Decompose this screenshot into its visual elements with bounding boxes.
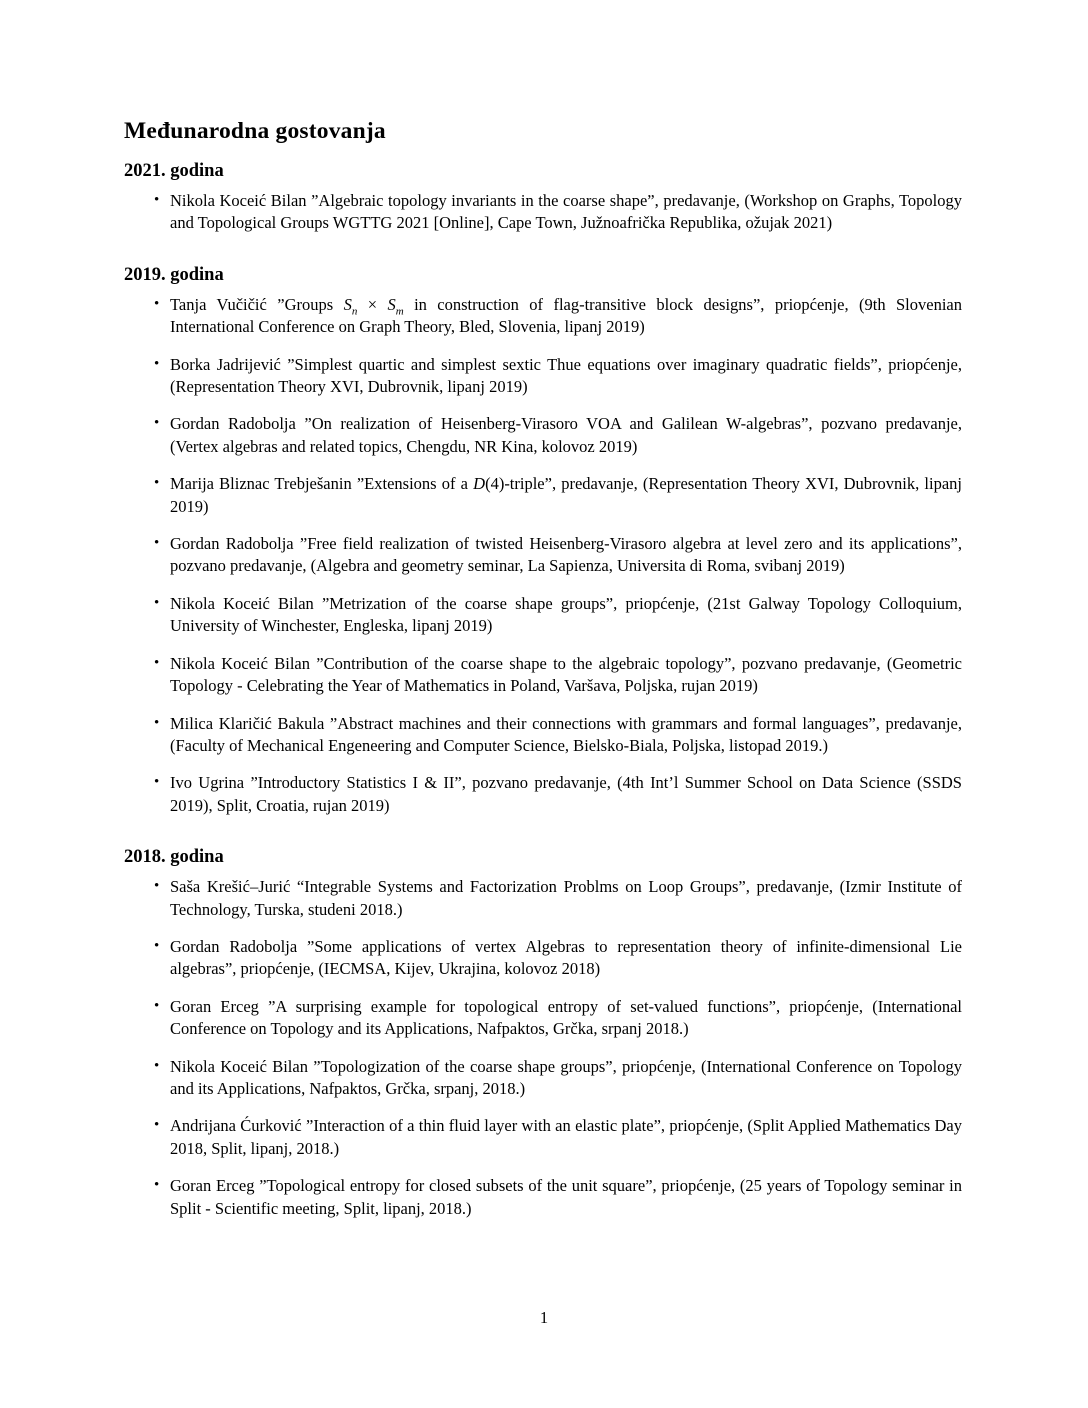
talk-text: Nikola Koceić Bilan ”Contribution of the coarse shape to the algebraic topology”, pozvano predavanje, (Geometric Topology - Celebrating the Year of Mathematics in Poland, Varšava, Poljska, rujan 2019) [170,653,962,696]
talk-text: Saša Krešić–Jurić “Integrable Systems and Factorization Problms on Loop Groups”, predavanje, (Izmir Institute of Technology, Turska, studeni 2018.) [170,877,962,919]
bullet-icon: • [154,355,160,372]
page-title: Međunarodna gostovanja [124,118,386,144]
bullet-icon: • [154,774,160,791]
talk-text: Nikola Koceić Bilan ”Metrization of the coarse shape groups”, priopćenje, (21st Galway Topology Colloquium, University of Winchester, Engleska, lipanj 2019) [170,593,962,636]
talk-item [154,1115,962,1160]
talk-list [124,876,962,1220]
year-heading: 2021. godina [124,161,224,181]
talk-item [154,713,962,758]
talk-text: Gordan Radobolja ”Free field realization of twisted Heisenberg-Virasoro algebra at level zero and its applications”, pozvano predavanje, (Algebra and geometry seminar, La Sapienza, Universita di Roma, svibanj 2019) [170,534,962,576]
talk-text: Milica Klaričić Bakula ”Abstract machines and their connections with grammars and formal languages”, predavanje, (Faculty of Mechanical Engeneering and Computer Science, Bielsko-Biala, Poljska, listopad 2019.) [170,713,962,755]
year-section [124,161,962,235]
bullet-icon: • [154,475,160,492]
talk-item [154,653,962,698]
bullet-icon: • [154,192,160,208]
talk-text: Borka Jadrijević ”Simplest quartic and simplest sextic Thue equations over imaginary quadratic fields”, priopćenje, (Representation Theory XVI, Dubrovnik, lipanj 2019) [170,354,962,397]
talk-text: Andrijana Ćurković ”Interaction of a thin fluid layer with an elastic plate”, priopćenje, (Split Applied Mathematics Day 2018, Split, lipanj, 2018.) [170,1116,962,1158]
talk-text: Marija Bliznac Trebješanin ”Extensions of a D(4)-triple”, predavanje, (Representation Theory XVI, Dubrovnik, lipanj 2019) [170,474,962,516]
talk-text: Nikola Koceić Bilan ”Topologization of the coarse shape groups”, priopćenje, (International Conference on Topology and its Applications, Nafpaktos, Grčka, srpanj, 2018.) [170,1056,962,1098]
bullet-icon: • [154,1057,160,1074]
bullet-icon: • [154,1177,160,1194]
talk-text: Ivo Ugrina ”Introductory Statistics I & II”, pozvano predavanje, (4th Int’l Summer School on Data Science (SSDS 2019), Split, Croatia, rujan 2019) [170,773,962,815]
talk-list [124,190,962,235]
year-heading: 2018. godina [124,847,224,868]
talk-item [154,473,962,518]
bullet-icon: • [154,415,160,432]
bullet-icon: • [154,878,160,895]
talk-text: Gordan Radobolja ”On realization of Heisenberg-Virasoro VOA and Galilean W-algebras”, pozvano predavanje, (Vertex algebras and related topics, Chengdu, NR Kina, kolovoz 2019) [170,414,962,456]
page-number: 1 [539,1308,549,1327]
talk-item [154,876,962,921]
talk-item [154,936,962,981]
year-section [124,265,962,817]
bullet-icon: • [154,295,160,312]
talk-item [154,996,962,1041]
talk-text: Nikola Koceić Bilan ”Algebraic topology invariants in the coarse shape”, predavanje, (Workshop on Graphs, Topology and Topological Groups WGTTG 2021 [Online], Cape Town, Južnoafrička Republika, ožujak 2021) [170,191,962,233]
talk-item [154,772,962,817]
bullet-icon: • [154,535,160,552]
talk-item [154,190,962,235]
talk-item [154,1175,962,1220]
talk-item [154,1056,962,1101]
sections-container [124,161,962,1220]
bullet-icon: • [154,1117,160,1134]
bullet-icon: • [154,997,160,1014]
bullet-icon: • [154,654,160,671]
talk-item [154,354,962,399]
year-section [124,847,962,1220]
talk-item [154,533,962,578]
bullet-icon: • [154,714,160,731]
bullet-icon: • [154,594,160,611]
talk-item [154,413,962,458]
talk-list [124,294,962,817]
talk-item [154,294,962,339]
bullet-icon: • [154,937,160,954]
talk-text: Goran Erceg ”Topological entropy for closed subsets of the unit square”, priopćenje, (25 years of Topology seminar in Split - Scientific meeting, Split, lipanj, 2018.) [170,1176,962,1218]
talk-text: Tanja Vučičić ”Groups $S_n \times S_m$ in construction of flag-transitive block designs”, priopćenje, (9th Slovenian International Conference on Graph Theory, Bled, Slovenia, lipanj 2019) [170,294,962,337]
talk-text: Gordan Radobolja ”Some applications of vertex Algebras to representation theory of infinite-dimensional Lie algebras”, priopćenje, (IECMSA, Kijev, Ukrajina, kolovoz 2018) [170,936,962,979]
talk-item [154,593,962,638]
year-heading: 2019. godina [124,264,224,285]
talk-text: Goran Erceg ”A surprising example for topological entropy of set-valued functions”, priopćenje, (International Conference on Topology and its Applications, Nafpaktos, Grčka, srpanj 2018.) [170,996,962,1039]
